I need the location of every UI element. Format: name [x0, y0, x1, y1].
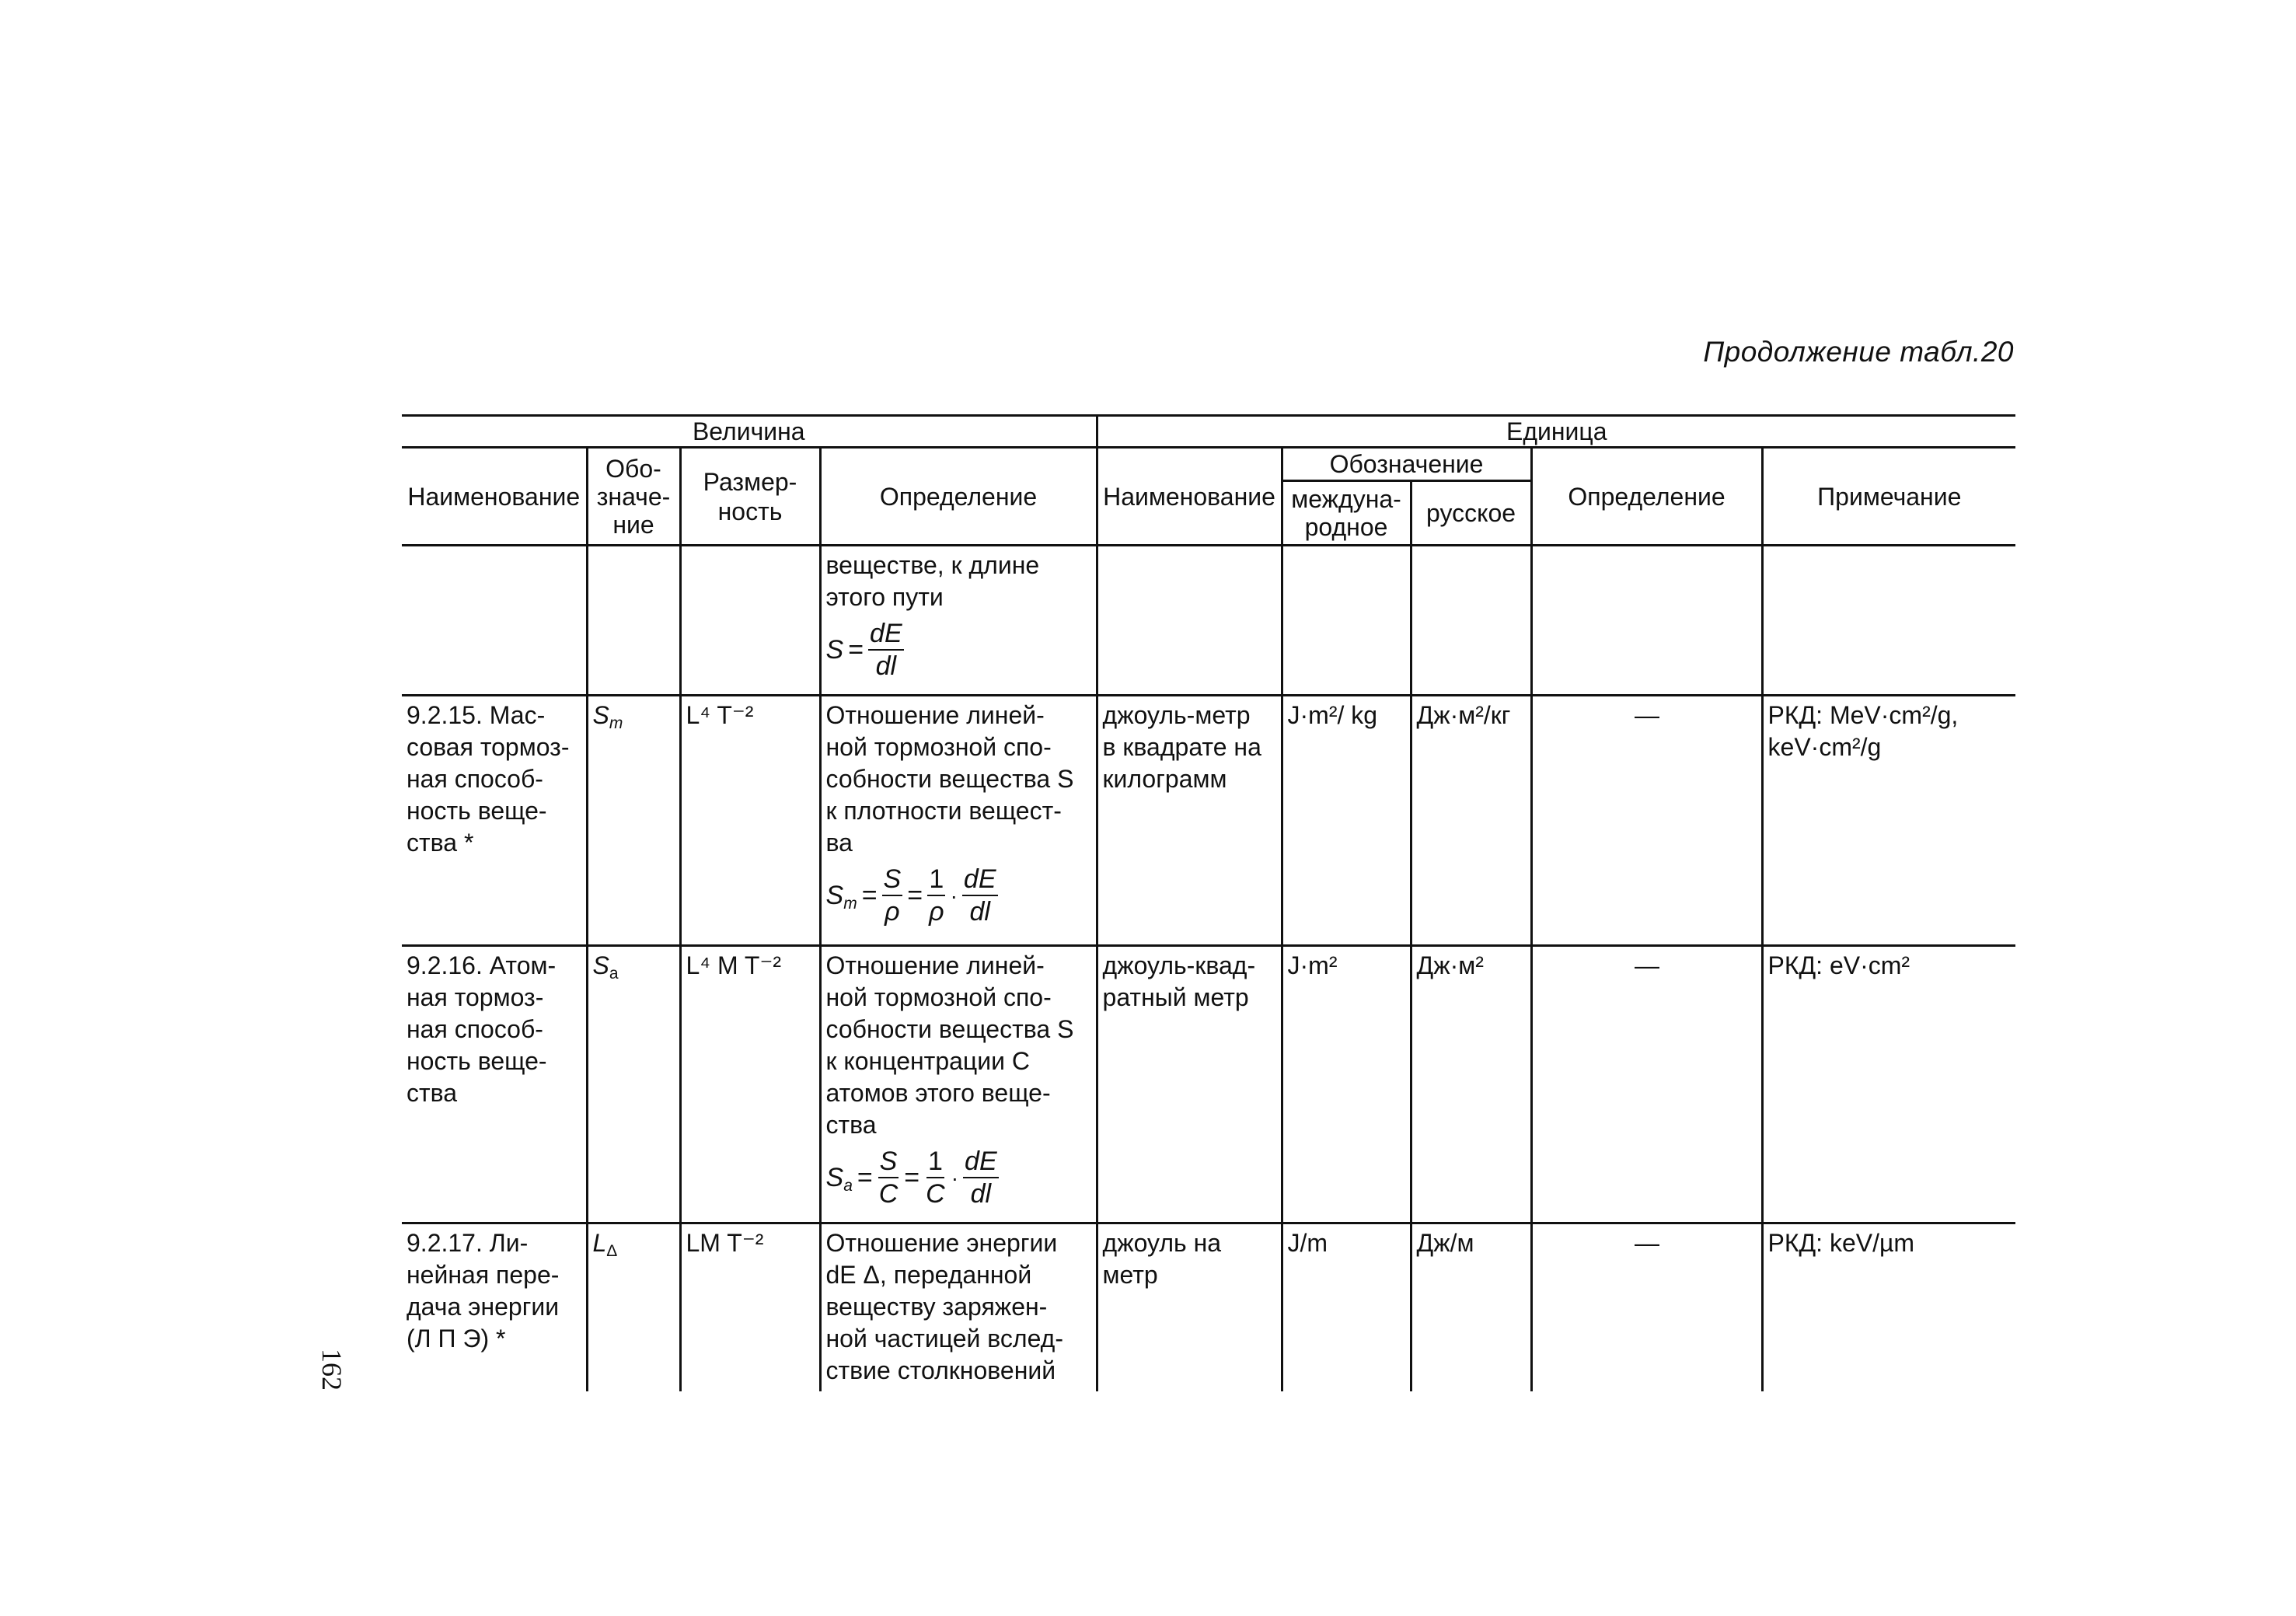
header-group-row [402, 416, 2015, 448]
table-row [402, 696, 2015, 946]
cell-dimension: L⁴ T⁻² [680, 696, 820, 946]
page-number: 162 [316, 1349, 347, 1391]
cell-unit-definition [1531, 546, 1762, 696]
cell-unit-name: джоуль-квад- ратный метр [1097, 946, 1282, 1223]
table-row [402, 946, 2015, 1223]
cell-unit-name: джоуль на метр [1097, 1223, 1282, 1391]
cell-name [402, 546, 587, 696]
header-russian: русское [1411, 481, 1531, 546]
cell-note: РКД: keV/µm [1762, 1223, 2015, 1391]
header-quantity: Величина [402, 416, 1097, 448]
atomic-stopping-power-formula: $S_a$ = $\frac{S}{C}$ = $\frac{1}{C}$ · $\frac{dE}{dl}$ [825, 1147, 997, 1209]
header-dimension: Размер- ность [680, 448, 820, 546]
header-unit: Единица [1097, 416, 2015, 448]
table-continuation-caption: Продолжение табл.20 [1703, 336, 2014, 368]
header-unit-name: Наименование [1097, 448, 1282, 546]
cell-definition: Отношение линей- ной тормозной спо- собности вещества S к концентрации C атомов этого веще- ства $S_a$ = $\frac{S}{C}$ = $\frac{1}{C}$ · $\frac{dE}{dl}$ [820, 946, 1097, 1223]
cell-definition: веществе, к длине этого пути S = $\frac{dE}{dl}$ [820, 546, 1097, 696]
header-row [402, 448, 2015, 481]
cell-dimension: L⁴ M T⁻² [680, 946, 820, 1223]
cell-definition: Отношение линей- ной тормозной спо- собности вещества S к плотности вещест- ва $S_m$ = $\frac{S}{\rho}$ = $\frac{1}{\rho}$ · $\frac{dE}{dl}$ [820, 696, 1097, 946]
cell-name: 9.2.17. Ли- нейная пере- дача энергии (Л П Э) * [402, 1223, 587, 1391]
cell-symbol: $L_\Delta$ [587, 1223, 680, 1391]
cell-international: J/m [1282, 1223, 1411, 1391]
cell-russian: Дж·м² [1411, 946, 1531, 1223]
header-international: междуна- родное [1282, 481, 1411, 546]
cell-unit-definition: — [1531, 1223, 1762, 1391]
cell-symbol: $S_m$ [587, 696, 680, 946]
header-name: Наименование [402, 448, 587, 546]
stopping-power-formula: S = $\frac{dE}{dl}$ [825, 619, 902, 681]
cell-dimension [680, 546, 820, 696]
header-note: Примечание [1762, 448, 2015, 546]
cell-note [1762, 546, 2015, 696]
cell-name: 9.2.16. Атом- ная тормоз- ная способ- ность веще- ства [402, 946, 587, 1223]
cell-unit-definition: — [1531, 946, 1762, 1223]
cell-symbol [587, 546, 680, 696]
cell-note: РКД: MeV·cm²/g, keV·cm²/g [1762, 696, 2015, 946]
cell-dimension: LM T⁻² [680, 1223, 820, 1391]
header-symbol: Обо- значе- ние [587, 448, 680, 546]
cell-international [1282, 546, 1411, 696]
cell-unit-definition: — [1531, 696, 1762, 946]
cell-symbol: $S_a$ [587, 946, 680, 1223]
cell-note: РКД: eV·cm² [1762, 946, 2015, 1223]
cell-international: J·m²/ kg [1282, 696, 1411, 946]
header-unit-definition: Определение [1531, 448, 1762, 546]
cell-definition: Отношение энергии dE Δ, переданной веществу заряжен- ной частицей вслед- ствие столкновений [820, 1223, 1097, 1391]
cell-unit-name [1097, 546, 1282, 696]
header-definition: Определение [820, 448, 1097, 546]
header-designation: Обозначение [1282, 448, 1531, 481]
cell-unit-name: джоуль-метр в квадрате на килограмм [1097, 696, 1282, 946]
mass-stopping-power-formula: $S_m$ = $\frac{S}{\rho}$ = $\frac{1}{\rho}$ · $\frac{dE}{dl}$ [825, 864, 996, 927]
table-row [402, 1223, 2015, 1391]
table-row [402, 546, 2015, 696]
quantities-table [402, 414, 2015, 1391]
cell-name: 9.2.15. Мас- совая тормоз- ная способ- ность веще- ства * [402, 696, 587, 946]
cell-russian [1411, 546, 1531, 696]
cell-international: J·m² [1282, 946, 1411, 1223]
cell-russian: Дж/м [1411, 1223, 1531, 1391]
cell-russian: Дж·м²/кг [1411, 696, 1531, 946]
